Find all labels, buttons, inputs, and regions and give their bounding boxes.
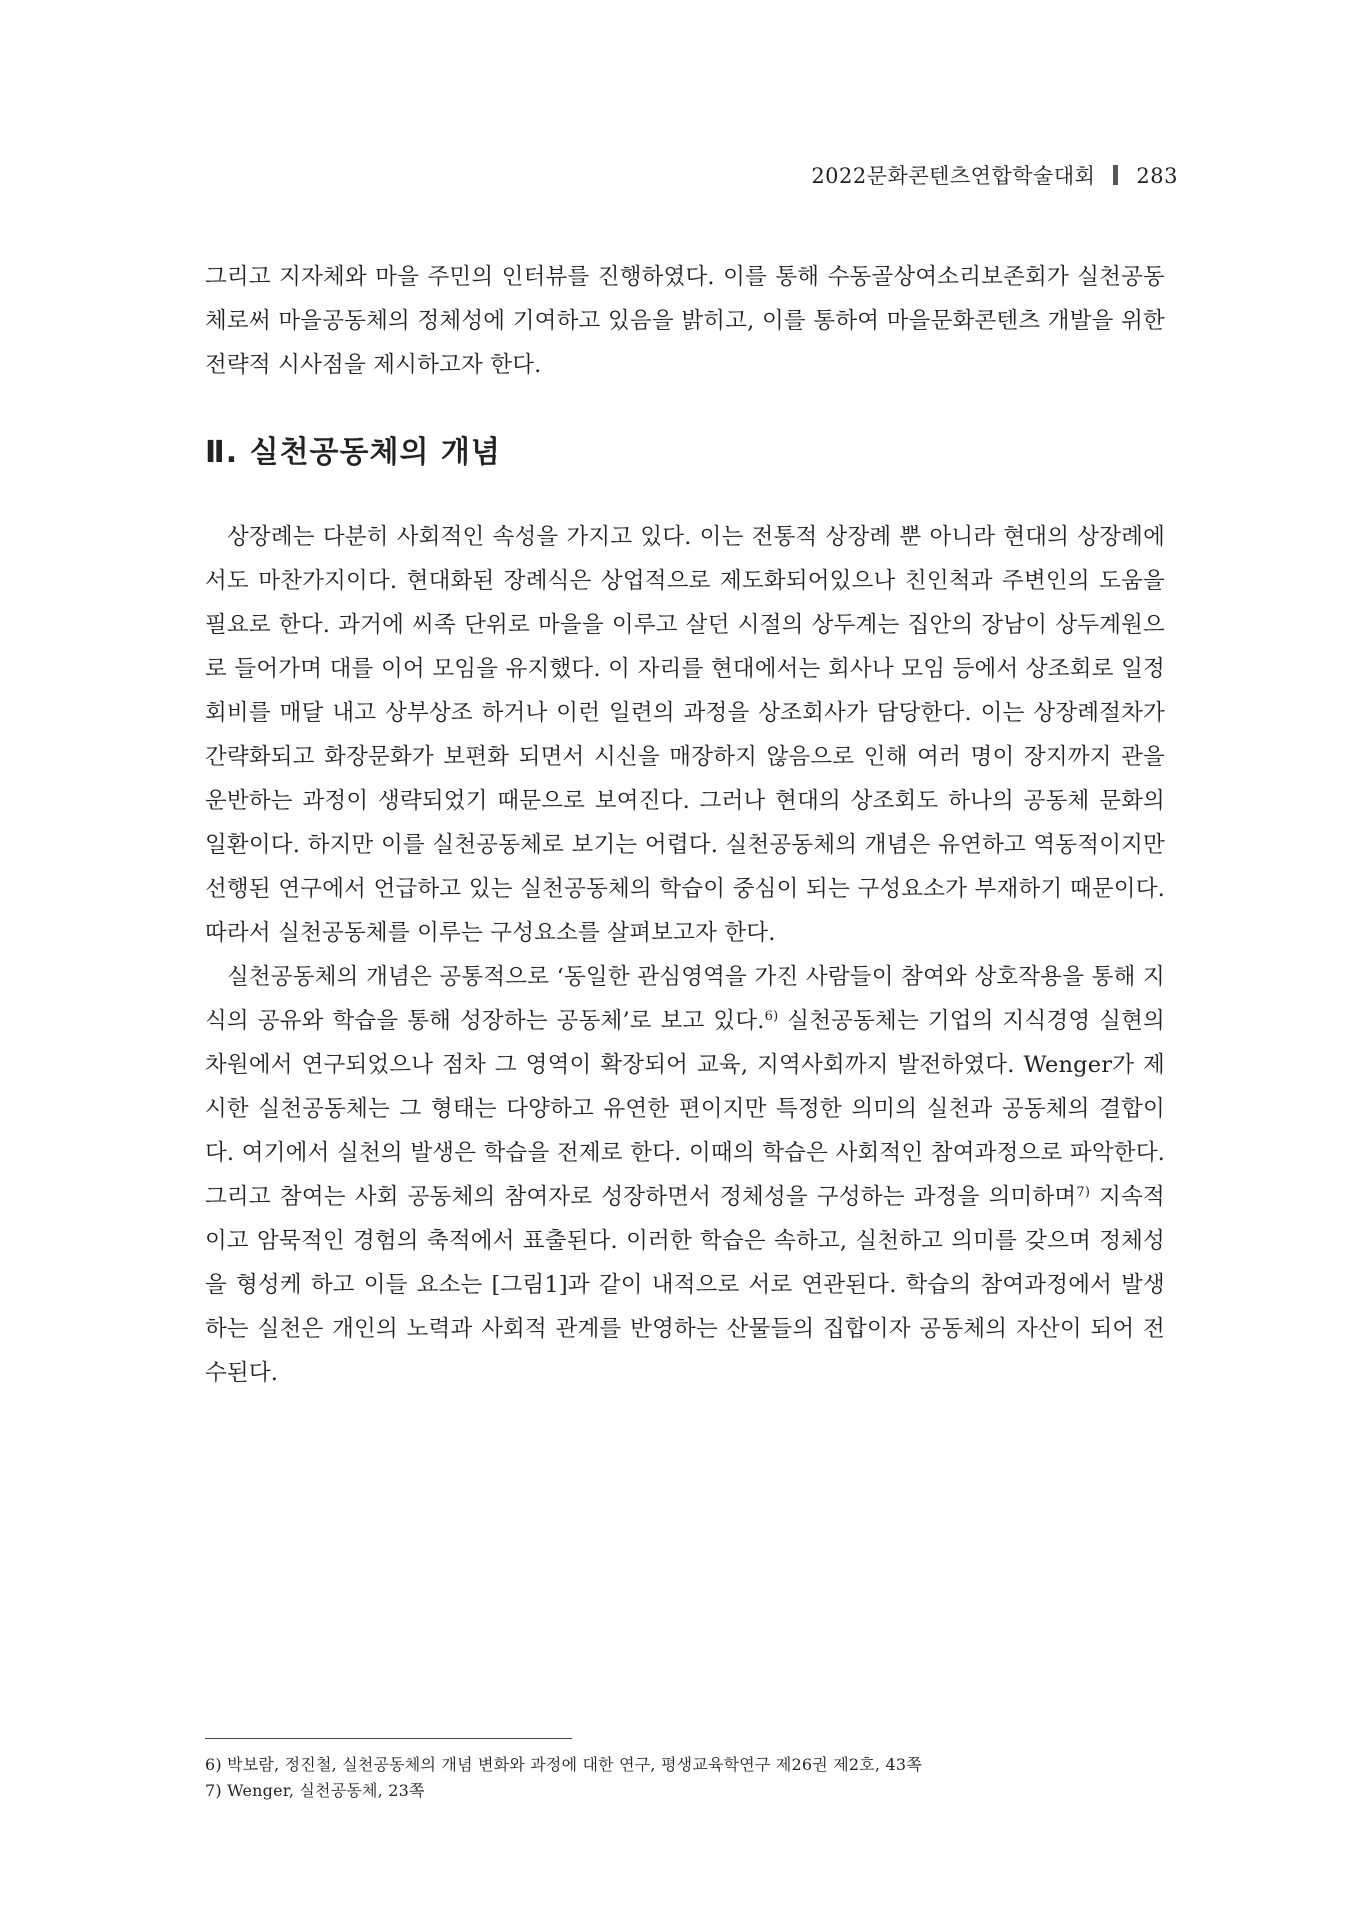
footnote-7: 7) Wenger, 실천공동체, 23쪽 (205, 1781, 425, 1800)
section-paragraph-1: 상장례는 다분히 사회적인 속성을 가지고 있다. 이는 전통적 상장례 뿐 아니라 현대의 상장례에서도 마찬가지이다. 현대화된 장례식은 상업적으로 제도화되어있으나 친인척과 주변인의 도움을 필요로 한다. 과거에 씨족 단위로 마을을 이루고 살던 시절의 상두계는 집안의 장남이 상두계원으로 들어가며 대를 이어 모임을 유지했다. 이 자리를 현대에서는 회사나 모임 등에서 상조회로 일정 회비를 매달 내고 상부상조 하거나 이런 일련의 과정을 상조회사가 담당한다. 이는 상장례절차가 간략화되고 화장문화가 보편화 되면서 시신을 매장하지 않음으로 인해 여러 명이 장지까지 관을 운반하는 과정이 생략되었기 때문으로 보여진다. 그러나 현대의 상조회도 하나의 공동체 문화의 일환이다. 하지만 이를 실천공동체로 보기는 어렵다. 실천공동체의 개념은 유연하고 역동적이지만 선행된 연구에서 언급하고 있는 실천공동체의 학습이 중심이 되는 구성요소가 부재하기 때문이다. 따라서 실천공동체를 이루는 구성요소를 살펴보고자 한다. (205, 524, 1165, 946)
section-heading: Ⅱ. 실천공동체의 개념 (205, 435, 501, 470)
paragraph-2-text-c: 지속적이고 암묵적인 경험의 축적에서 표출된다. 이러한 학습은 속하고, 실천하고 의미를 갖으며 정체성을 형성케 하고 이들 요소는 [그림1]과 같이 내적으로 서로 연관된다. 학습의 참여과정에서 발생하는 실천은 개인의 노력과 사회적 관계를 반영하는 산물들의 집합이자 공동체의 자산이 되어 전수된다. (205, 1184, 1165, 1386)
running-header (811, 160, 1178, 190)
footnote-divider (205, 1738, 572, 1739)
footnote-ref-7: 7) (1076, 1185, 1091, 1200)
section-paragraph-2 (205, 955, 1165, 1395)
footnotes (205, 1752, 1165, 1804)
conference-title: 2022문화콘텐츠연합학술대회 (811, 164, 1096, 188)
header-separator-bar (1113, 165, 1118, 185)
paragraph-2-text-a: 실천공동체의 개념은 공통적으로 ‘동일한 관심영역을 가진 사람들이 참여와 상호작용을 통해 지식의 공유와 학습을 통해 성장하는 공동체’로 보고 있다. (205, 964, 1165, 1034)
intro-paragraph: 그리고 지자체와 마을 주민의 인터뷰를 진행하였다. 이를 통해 수동골상여소리보존회가 실천공동체로써 마을공동체의 정체성에 기여하고 있음을 밝히고, 이를 통하여 마을문화콘텐츠 개발을 위한 전략적 시사점을 제시하고자 한다. (205, 264, 1165, 378)
page-number: 283 (1136, 164, 1178, 188)
main-content (205, 255, 1165, 1395)
footnote-ref-6: 6) (764, 1009, 779, 1024)
footnote-6: 6) 박보람, 정진철, 실천공동체의 개념 변화와 과정에 대한 연구, 평생교육학연구 제26권 제2호, 43쪽 (205, 1755, 922, 1774)
paragraph-2-text-b: 실천공동체는 기업의 지식경영 실현의 차원에서 연구되었으나 점차 그 영역이 확장되어 교육, 지역사회까지 발전하였다. Wenger가 제시한 실천공동체는 그 형태는 다양하고 유연한 편이지만 특정한 의미의 실천과 공동체의 결합이다. 여기에서 실천의 발생은 학습을 전제로 한다. 이때의 학습은 사회적인 참여과정으로 파악한다. 그리고 참여는 사회 공동체의 참여자로 성장하면서 정체성을 구성하는 과정을 의미하며 (205, 1008, 1165, 1210)
